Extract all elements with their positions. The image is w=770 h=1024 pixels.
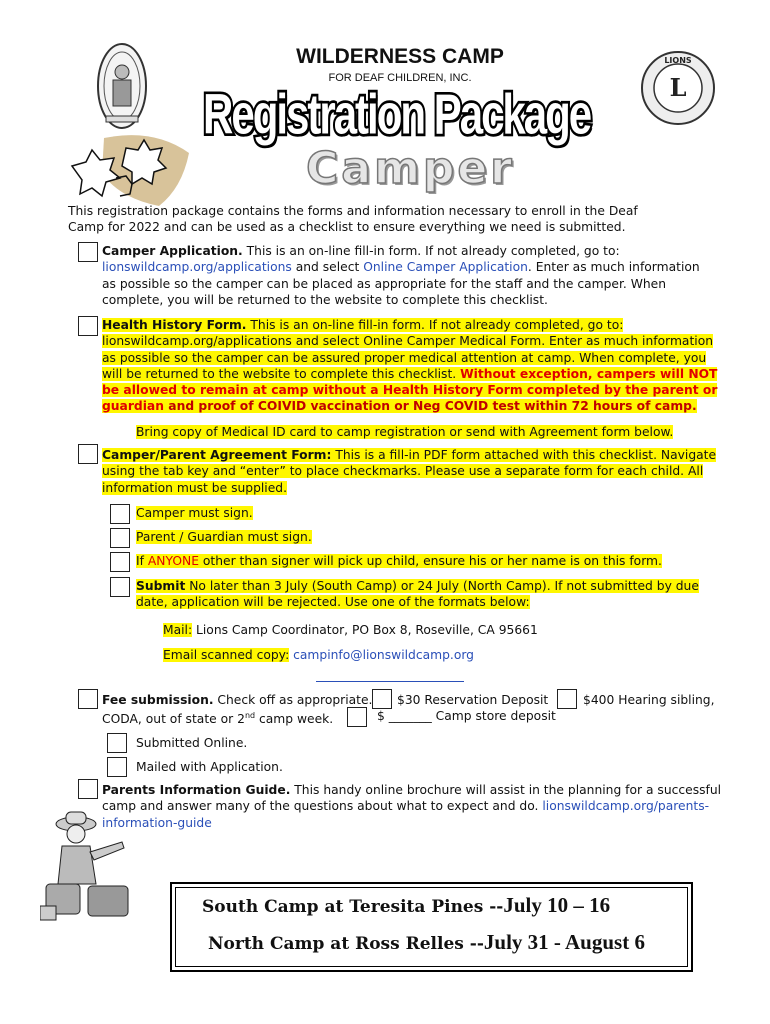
camper-application-title: Camper Application. bbox=[102, 244, 243, 258]
mail-line bbox=[163, 622, 663, 638]
south-camp-line bbox=[172, 893, 721, 918]
health-warning: be allowed to remain at camp without a Health History Form completed by the parent or bbox=[102, 383, 718, 398]
fee-line-1 bbox=[102, 692, 392, 708]
pickup-checkbox[interactable] bbox=[110, 552, 130, 572]
camper-application-checkbox[interactable] bbox=[78, 242, 98, 262]
health-history-text: will be returned to the website to complete this checklist. bbox=[102, 366, 461, 381]
submitted-online-label: Submitted Online. bbox=[136, 736, 248, 750]
email-line bbox=[163, 647, 663, 663]
camper-application-text: as possible so the camper can be placed as appropriate for the staff and the camper. When bbox=[102, 276, 667, 291]
agreement-text: This is a fill-in PDF form attached with this checklist. Navigate bbox=[331, 448, 717, 462]
camper-application-text: and select bbox=[291, 260, 364, 275]
online-medical-form-link[interactable]: Online Camper Medical Form bbox=[363, 334, 542, 349]
parents-guide-checkbox[interactable] bbox=[78, 779, 98, 799]
north-camp-line bbox=[172, 930, 727, 955]
camper-application-text: complete, you will be returned to the website to complete this checklist. bbox=[102, 292, 548, 307]
pickup-label bbox=[136, 553, 696, 569]
reservation-deposit-checkbox[interactable] bbox=[372, 689, 392, 709]
south-camp-dates: July 10 – 16 bbox=[503, 893, 611, 917]
org-subtitle: FOR DEAF CHILDREN, INC. bbox=[328, 72, 472, 84]
leaves-decoration bbox=[64, 128, 194, 212]
submit-checkbox[interactable] bbox=[110, 577, 130, 597]
camp-logo bbox=[96, 42, 148, 130]
parents-guide-link[interactable]: lionswildcamp.org/parents- bbox=[542, 799, 710, 814]
fee-sup: nd bbox=[244, 711, 256, 720]
mail-label: Mail: bbox=[163, 623, 193, 637]
mailed-label: Mailed with Application. bbox=[136, 760, 283, 774]
health-history-text: This is an on-line fill-in form. If not already completed, go to: bbox=[246, 318, 624, 332]
mailed-checkbox[interactable] bbox=[107, 757, 127, 777]
applications-link[interactable]: lionswildcamp.org/applications bbox=[102, 260, 292, 275]
vaccination-requirement: and proof of COIVID vaccination or Neg COVID test within 72 hours of camp. bbox=[164, 399, 697, 414]
agreement-text: using the tab key and “enter” to place checkmarks. Please use a separate form for each child. All bbox=[102, 464, 704, 479]
camper-sign-checkbox[interactable] bbox=[110, 504, 130, 524]
health-history-title: Health History Form. bbox=[102, 318, 247, 332]
health-history-text: and select bbox=[291, 334, 364, 349]
agreement-form-title: Camper/Parent Agreement Form: bbox=[102, 448, 332, 462]
south-camp-name: South Camp at Teresita Pines -- bbox=[202, 897, 504, 917]
agreement-text: information must be supplied. bbox=[102, 480, 287, 495]
health-history-checkbox[interactable] bbox=[78, 316, 98, 336]
camper-application-text: This is an on-line fill-in form. If not already completed, go to: bbox=[242, 244, 620, 258]
pickup-text: If bbox=[136, 554, 148, 568]
submitted-online-checkbox[interactable] bbox=[107, 733, 127, 753]
reservation-deposit-label: $30 Reservation Deposit bbox=[397, 693, 549, 707]
online-camper-application-link[interactable]: Online Camper Application bbox=[363, 260, 528, 275]
health-warning: guardian bbox=[102, 399, 164, 414]
email-label: Email scanned copy: bbox=[163, 648, 290, 662]
svg-text:LIONS: LIONS bbox=[664, 56, 692, 65]
fee-text: Check off as appropriate. bbox=[213, 693, 373, 707]
parents-guide-text: This handy online brochure will assist in the planning for a successful bbox=[290, 783, 722, 797]
submit-text: date, application will be rejected. Use one of the formats below: bbox=[136, 595, 530, 610]
intro-text: This registration package contains the forms and information necessary to enroll in the Deaf Camp for 2022 and can be used as a checklist to ensure everything we need is submitted. bbox=[68, 204, 638, 235]
camper-sign-text: Camper must sign. bbox=[136, 506, 253, 520]
health-history-item bbox=[102, 317, 727, 415]
pickup-anyone: ANYONE bbox=[147, 554, 199, 568]
fee-line-2 bbox=[102, 708, 333, 727]
registration-heading: Registration Package bbox=[203, 82, 591, 146]
camp-store-checkbox[interactable] bbox=[347, 707, 367, 727]
guardian-sign-text: Parent / Guardian must sign. bbox=[136, 530, 312, 544]
medical-id-note bbox=[136, 424, 696, 440]
parents-guide-link[interactable]: information-guide bbox=[102, 815, 212, 830]
fee-submission-checkbox[interactable] bbox=[78, 689, 98, 709]
mail-address: Lions Camp Coordinator, PO Box 8, Roseville, CA 95661 bbox=[192, 623, 538, 637]
guardian-sign-checkbox[interactable] bbox=[110, 528, 130, 548]
hearing-sibling-checkbox[interactable] bbox=[557, 689, 577, 709]
agreement-form-checkbox[interactable] bbox=[78, 444, 98, 464]
submit-label bbox=[136, 578, 716, 611]
page-title: WILDERNESS CAMP bbox=[296, 45, 504, 68]
camper-application-item bbox=[102, 243, 722, 308]
parents-guide-text: camp and answer many of the questions about what to expect and do. bbox=[102, 799, 543, 814]
camp-dates-banner bbox=[170, 882, 693, 972]
north-camp-dates: July 31 - August 6 bbox=[483, 930, 645, 954]
divider bbox=[316, 681, 464, 682]
camper-sign-label bbox=[136, 505, 253, 521]
guardian-sign-label bbox=[136, 529, 312, 545]
fee-text: camp week. bbox=[255, 712, 334, 727]
camper-application-text: . Enter as much information bbox=[527, 260, 700, 275]
svg-text:L: L bbox=[669, 73, 687, 102]
hearing-sibling-label: $400 Hearing sibling, bbox=[583, 693, 715, 707]
parents-guide-item bbox=[102, 782, 732, 831]
agreement-form-item bbox=[102, 447, 722, 496]
pickup-text: other than signer will pick up child, ensure his or her name is on this form. bbox=[198, 554, 662, 568]
health-history-text: . Enter as much information bbox=[541, 334, 714, 349]
fee-title: Fee submission. bbox=[102, 693, 214, 707]
fee-text: CODA, out of state or 2 bbox=[102, 712, 245, 727]
health-warning: Without exception, campers will NOT bbox=[460, 366, 718, 381]
health-applications-link[interactable]: lionswildcamp.org/applications bbox=[102, 334, 292, 349]
parents-guide-title: Parents Information Guide. bbox=[102, 783, 291, 797]
explorer-illustration bbox=[40, 806, 140, 922]
email-link[interactable]: campinfo@lionswildcamp.org bbox=[293, 648, 474, 662]
camp-store-label: $ _______ Camp store deposit bbox=[377, 709, 556, 723]
health-history-text: as possible so the camper can be assured proper medical attention at camp. When complete, you bbox=[102, 350, 707, 365]
north-camp-name: North Camp at Ross Relles -- bbox=[208, 934, 484, 954]
camper-heading: Camper bbox=[306, 143, 515, 194]
lions-logo bbox=[640, 50, 716, 126]
submit-text: No later than 3 July (South Camp) or 24 July (North Camp). If not submitted by due bbox=[185, 579, 699, 593]
submit-title: Submit bbox=[136, 579, 186, 593]
medical-id-text: Bring copy of Medical ID card to camp registration or send with Agreement form below. bbox=[136, 425, 674, 439]
